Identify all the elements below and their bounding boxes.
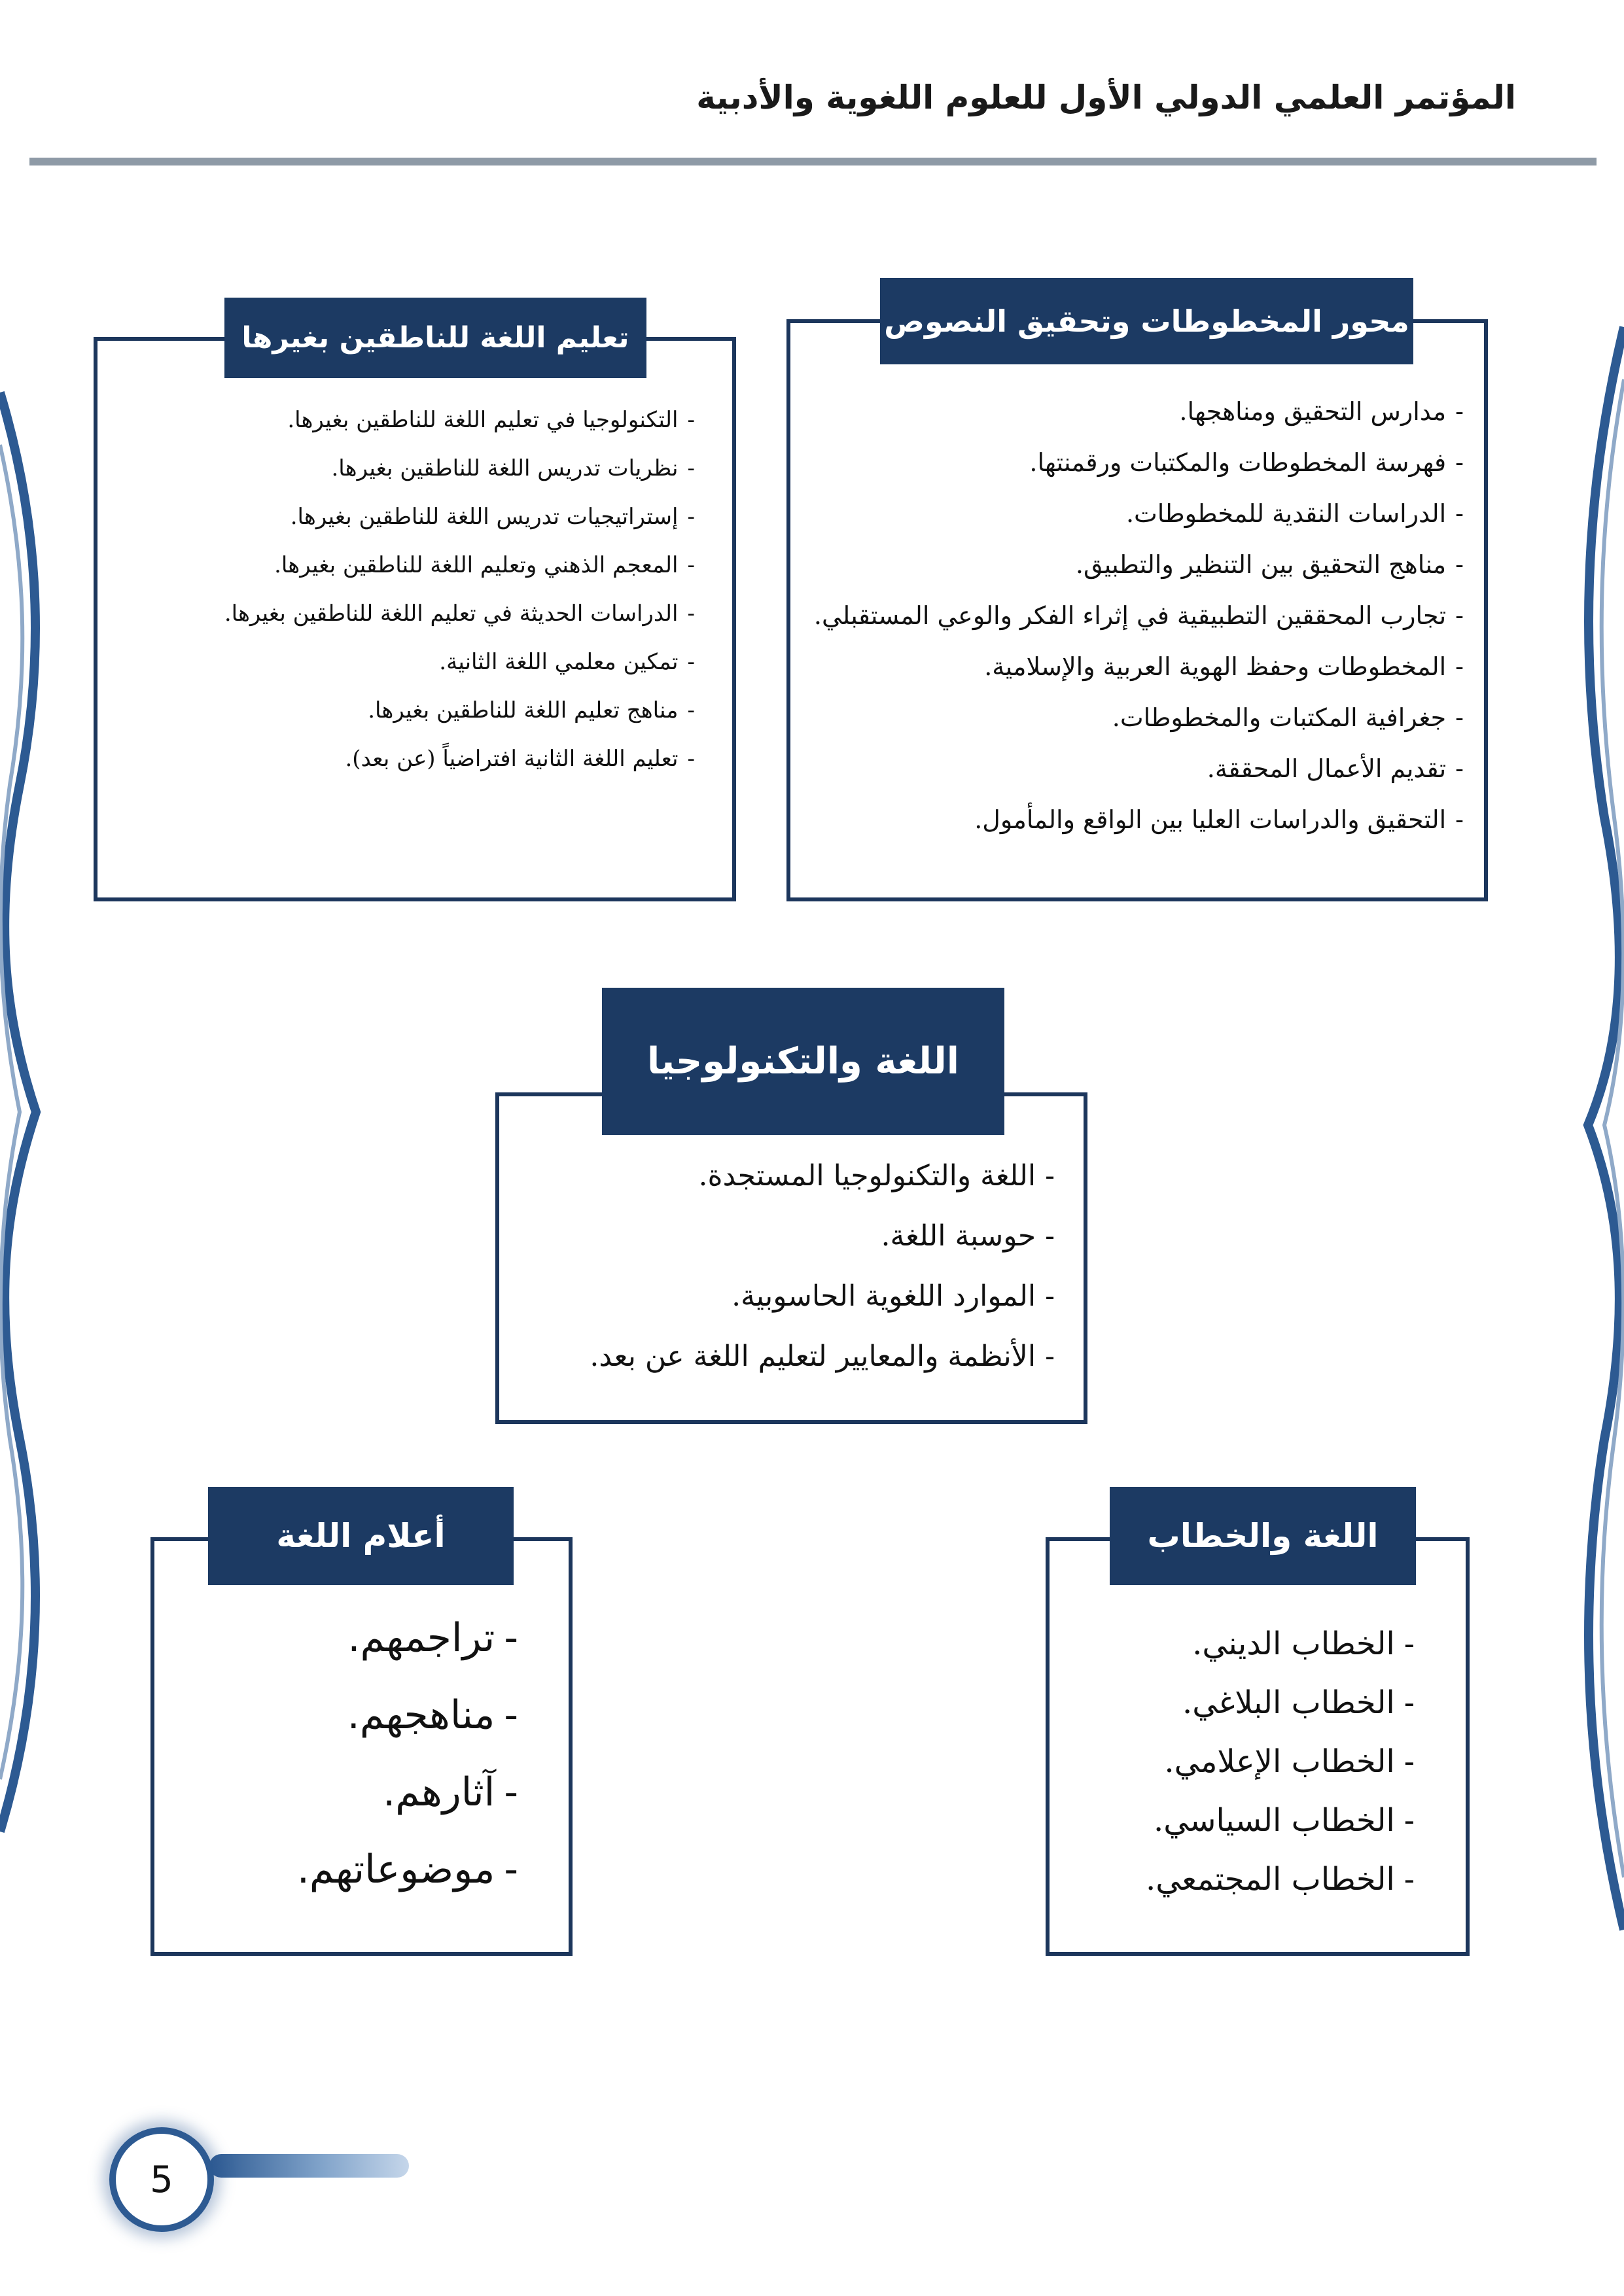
technology-section-title: اللغة والتكنولوجيا: [602, 988, 1004, 1135]
right-border-ornament: [1565, 0, 1624, 2296]
page-header-title: المؤتمر العلمي الدولي الأول للعلوم اللغوية والأدبية: [696, 78, 1516, 116]
page-number: 5: [109, 2127, 214, 2232]
list-item: -تراجمهم.: [347, 1615, 518, 1661]
list-item: -جغرافية المكتبات والمخطوطات.: [1112, 703, 1464, 732]
list-item: -مناهج تعليم اللغة للناطقين بغيرها.: [368, 697, 695, 723]
non-native-topic-list: [224, 396, 695, 783]
list-item: -إستراتيجيات تدريس اللغة للناطقين بغيرها.: [290, 504, 695, 530]
list-item: -آثارهم.: [383, 1769, 518, 1815]
discourse-section-title: اللغة والخطاب: [1110, 1487, 1416, 1585]
list-item: -الدراسات النقدية للمخطوطات.: [1125, 499, 1464, 528]
list-item: -الأنظمة والمعايير لتعليم اللغة عن بعد.: [590, 1340, 1055, 1373]
list-item: -التكنولوجيا في تعليم اللغة للناطقين بغيرها.: [287, 407, 695, 433]
manuscripts-topic-list: [814, 386, 1464, 845]
list-item: -حوسبة اللغة.: [881, 1219, 1055, 1253]
list-item: -الموارد اللغوية الحاسوبية.: [732, 1279, 1055, 1313]
list-item: -نظريات تدريس اللغة للناطقين بغيرها.: [331, 455, 695, 481]
list-item: -مدارس التحقيق ومناهجها.: [1179, 397, 1464, 426]
list-item: -الخطاب الديني.: [1192, 1626, 1415, 1662]
list-item: -المخطوطات وحفظ الهوية العربية والإسلامية.: [984, 652, 1464, 681]
scholars-section-title: أعلام اللغة: [208, 1487, 514, 1585]
list-item: -مناهج التحقيق بين التنظير والتطبيق.: [1075, 550, 1464, 579]
list-item: -اللغة والتكنولوجيا المستجدة.: [698, 1159, 1055, 1192]
list-item: -الخطاب السياسي.: [1154, 1802, 1415, 1839]
technology-topic-list: [590, 1146, 1055, 1387]
list-item: -تجارب المحققين التطبيقية في إثراء الفكر والوعي المستقبلي.: [813, 601, 1464, 630]
list-item: -مناهجهم.: [347, 1692, 518, 1738]
list-item: -فهرسة المخطوطات والمكتبات ورقمنتها.: [1029, 448, 1464, 477]
list-item: -الخطاب الإعلامي.: [1164, 1743, 1415, 1780]
left-border-ornament: [0, 0, 59, 2296]
list-item: -تعليم اللغة الثانية افتراضياً (عن بعد).: [345, 746, 695, 772]
list-item: -الخطاب البلاغي.: [1182, 1684, 1415, 1721]
manuscripts-section-title: محور المخطوطات وتحقيق النصوص: [880, 278, 1413, 364]
discourse-topic-list: [1146, 1614, 1415, 1909]
list-item: -موضوعاتهم.: [296, 1847, 518, 1892]
list-item: -تقديم الأعمال المحققة.: [1207, 754, 1464, 783]
header-divider: [29, 158, 1597, 165]
list-item: -تمكين معلمي اللغة الثانية.: [439, 649, 695, 675]
list-item: -الدراسات الحديثة في تعليم اللغة للناطقين بغيرها.: [224, 600, 695, 627]
list-item: -المعجم الذهني وتعليم اللغة للناطقين بغيرها.: [274, 552, 695, 578]
list-item: -الخطاب المجتمعي.: [1146, 1861, 1415, 1898]
page-number-bar: [209, 2154, 409, 2178]
scholars-topic-list: [297, 1599, 518, 1908]
non-native-section-title: تعليم اللغة للناطقين بغيرها: [224, 298, 646, 378]
list-item: -التحقيق والدراسات العليا بين الواقع والمأمول.: [974, 805, 1464, 834]
